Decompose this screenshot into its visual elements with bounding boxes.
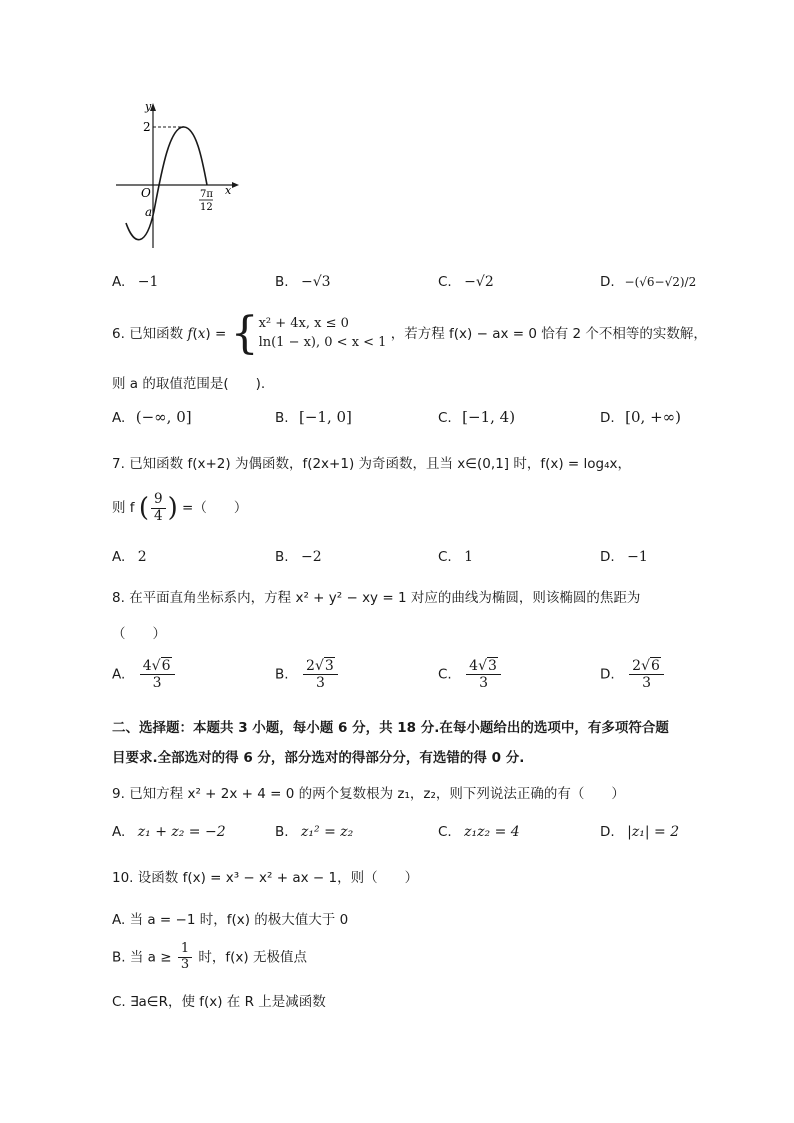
option-letter: B.: [275, 410, 289, 426]
option-text: 1: [464, 549, 474, 565]
option-letter: D.: [600, 824, 615, 840]
q10-option-b[interactable]: [112, 942, 307, 973]
stem-prefix: 则 f: [112, 500, 135, 517]
option-text: z₁² = z₂: [301, 824, 354, 840]
coef: 2: [306, 658, 315, 674]
fraction-denominator: 3: [180, 956, 190, 972]
q7-option-a[interactable]: [112, 549, 147, 565]
q9-option-d[interactable]: [600, 824, 679, 840]
max-value-label: 2: [143, 120, 151, 134]
option-letter: A.: [112, 410, 126, 426]
coef: 4: [142, 658, 152, 674]
q7-stem-line2: 则 f ( $\frac{9}{4}$ ) =（ ）: [112, 491, 248, 524]
q6-option-d[interactable]: [600, 408, 681, 426]
option-letter: C.: [438, 549, 452, 565]
denominator: 3: [315, 675, 325, 692]
option-text: −1: [137, 274, 159, 290]
q5-option-d[interactable]: [600, 274, 696, 290]
question-number: 9.: [112, 786, 125, 802]
section-2-instructions-line2: 目要求.全部选对的得 6 分，部分选对的得部分分，有选错的得 0 分.: [112, 750, 525, 766]
q8-option-c[interactable]: C. $\frac{4√3}{3}$: [438, 658, 503, 691]
option-text: −√3: [301, 274, 331, 290]
question-number: 7.: [112, 456, 125, 472]
question-number: 8.: [112, 590, 125, 606]
option-text: −1: [627, 549, 648, 565]
q6-option-c[interactable]: [438, 408, 515, 426]
option-letter: D.: [600, 274, 615, 290]
denominator: 3: [152, 675, 162, 692]
q6-stem-line2: 则 a 的取值范围是( ).: [112, 376, 266, 392]
stem-line1: 已知函数 f(x+2) 为偶函数，f(2x+1) 为奇函数，且当 x∈(0,1] 时，f(x) = log₄x，: [129, 456, 631, 472]
q10-stem: [112, 866, 418, 886]
option-letter: A.: [112, 666, 126, 683]
q9-option-a[interactable]: [112, 824, 226, 840]
question-number: 10.: [112, 870, 134, 886]
stem-prefix: 已知函数: [129, 326, 184, 342]
coef: 2: [632, 658, 642, 674]
option-letter: B.: [275, 274, 289, 290]
option-text: |z₁| = 2: [627, 824, 680, 840]
option-text: 2: [137, 549, 147, 565]
coef: 4: [469, 658, 479, 674]
option-letter: A.: [112, 549, 126, 565]
option-text: [−1, 0]: [299, 408, 352, 426]
option-letter: C.: [438, 824, 452, 840]
y-axis-label: y: [145, 100, 152, 113]
option-text: −√2: [464, 274, 494, 290]
q10-option-c[interactable]: C. ∃a∈R，使 f(x) 在 R 上是减函数: [112, 994, 326, 1010]
option-letter: D.: [600, 666, 615, 683]
xtick-numerator: 7π: [200, 189, 213, 200]
q7-option-c[interactable]: [438, 549, 473, 565]
option-text: −(√6−√2)/2: [624, 275, 697, 289]
option-letter: B.: [275, 824, 289, 840]
option-text: z₁z₂ = 4: [464, 824, 520, 840]
fraction-numerator: 9: [151, 492, 166, 509]
function-graph: [112, 98, 242, 258]
q8-stem: [112, 586, 640, 606]
stem-suffix: ，若方程 f(x) − ax = 0 恰有 2 个不相等的实数解，: [390, 326, 707, 342]
option-letter: B.: [275, 666, 289, 683]
radicand: 3: [324, 658, 334, 674]
option-letter: B.: [275, 549, 289, 565]
q6-stem: 6. 已知函数 f(x) = { x² + 4x, x ≤ 0 ln(1 − x), 0 < x < 1 ，若方程 f(x) − ax = 0 恰有 2 个不相等的实数解，: [112, 308, 707, 359]
case-2: ln(1 − x), 0 < x < 1: [258, 335, 387, 350]
option-letter: D.: [600, 410, 615, 426]
q5-option-b[interactable]: [275, 274, 331, 290]
x-axis-arrow: [232, 182, 239, 188]
denominator: 3: [479, 675, 489, 692]
q8-option-d[interactable]: D. $\frac{2√6}{3}$: [600, 658, 666, 691]
option-letter: A.: [112, 824, 126, 840]
denominator: 3: [642, 675, 651, 692]
q6-option-a[interactable]: [112, 408, 192, 426]
radicand: 6: [161, 658, 171, 674]
radicand: 6: [650, 658, 660, 674]
stem-text: 设函数 f(x) = x³ − x² + ax − 1，则（ ）: [137, 870, 419, 886]
stem-line1: 在平面直角坐标系内，方程 x² + y² − xy = 1 对应的曲线为椭圆，则该椭圆的焦距为: [129, 590, 641, 606]
q9-option-c[interactable]: [438, 824, 520, 840]
option-letter: C.: [438, 274, 452, 290]
option-text: [−1, 4): [462, 408, 516, 426]
q5-option-c[interactable]: [438, 274, 494, 290]
option-suffix: 时，f(x) 无极值点: [198, 949, 307, 966]
option-letter: A.: [112, 274, 126, 290]
q7-stem: [112, 452, 631, 472]
q6-option-b[interactable]: [275, 408, 352, 426]
fraction-numerator: 1: [178, 942, 192, 958]
radicand: 3: [488, 658, 497, 674]
question-number: 6.: [112, 326, 125, 342]
option-letter: D.: [600, 549, 615, 565]
stem-suffix: =（ ）: [182, 500, 248, 517]
stem-text: 已知方程 x² + 2x + 4 = 0 的两个复数根为 z₁，z₂，则下列说法正确的有（ ）: [129, 786, 625, 802]
xtick-denominator: 12: [200, 202, 213, 213]
q9-option-b[interactable]: [275, 824, 353, 840]
sine-curve: [126, 127, 207, 240]
option-letter: C.: [438, 410, 452, 426]
q8-option-a[interactable]: A. $\frac{4√6}{3}$: [112, 658, 177, 691]
fraction-denominator: 4: [154, 507, 163, 524]
case-1: x² + 4x, x ≤ 0: [258, 316, 349, 332]
origin-label: O: [141, 186, 151, 200]
q7-option-b[interactable]: [275, 549, 322, 565]
q8-stem-line2: （ ）: [112, 626, 166, 642]
option-prefix: B. 当 a ≥: [112, 949, 172, 966]
a-label: a: [145, 205, 153, 219]
q5-option-a[interactable]: [112, 274, 158, 290]
x-axis-label: x: [225, 184, 232, 197]
q7-option-d[interactable]: [600, 549, 648, 565]
option-text: [0, +∞): [625, 408, 681, 426]
option-text: z₁ + z₂ = −2: [137, 824, 226, 840]
q9-stem: [112, 782, 625, 802]
q8-option-b[interactable]: B. $\frac{2√3}{3}$: [275, 658, 340, 691]
option-text: −2: [301, 549, 322, 565]
option-text: (−∞, 0]: [135, 408, 192, 426]
option-letter: C.: [438, 666, 452, 683]
section-2-instructions-line1: 二、选择题：本题共 3 小题，每小题 6 分，共 18 分.在每小题给出的选项中，有多项符合题: [112, 720, 669, 736]
q10-option-a[interactable]: A. 当 a = −1 时，f(x) 的极大值大于 0: [112, 912, 349, 928]
